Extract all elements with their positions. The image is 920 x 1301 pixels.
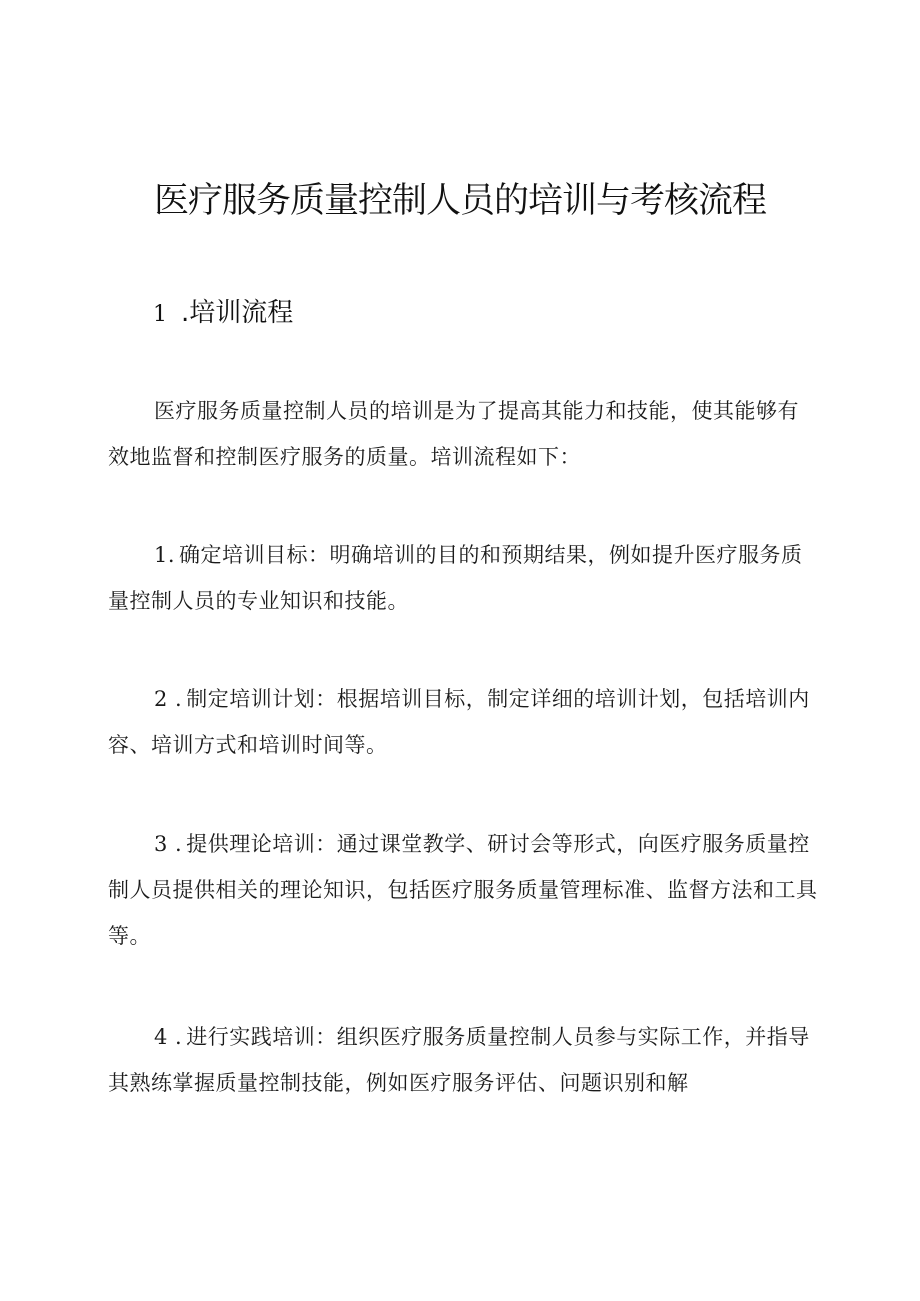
section-heading-text: .培训流程 — [181, 298, 294, 328]
list-item-text: 确定培训目标：明确培训的目的和预期结果，例如提升医疗服务质量控制人员的专业知识和技能。 — [108, 543, 803, 613]
section-heading — [153, 294, 293, 334]
list-item-text: 进行实践培训：组织医疗服务质量控制人员参与实际工作，并指导其熟练掌握质量控制技能，例如医疗服务评估、问题识别和解 — [108, 1025, 810, 1095]
list-item — [108, 676, 820, 768]
section-number: 1 — [153, 302, 167, 327]
list-item-number: 4 . — [154, 1025, 183, 1049]
document-title: 医疗服务质量控制人员的培训与考核流程 — [153, 181, 766, 221]
list-item — [108, 1014, 820, 1106]
list-item — [108, 821, 820, 959]
list-item-number: 1. — [154, 543, 176, 567]
list-item-text: 制定培训计划：根据培训目标，制定详细的培训计划，包括培训内容、培训方式和培训时间等。 — [108, 687, 810, 757]
list-item — [108, 532, 820, 624]
list-item-number: 2 . — [154, 687, 183, 711]
list-item-text: 提供理论培训：通过课堂教学、研讨会等形式，向医疗服务质量控制人员提供相关的理论知识，包括医疗服务质量管理标准、监督方法和工具等。 — [108, 832, 818, 948]
list-item-number: 3 . — [154, 832, 183, 856]
intro-paragraph: 医疗服务质量控制人员的培训是为了提高其能力和技能，使其能够有效地监督和控制医疗服务的质量。培训流程如下： — [108, 399, 799, 469]
